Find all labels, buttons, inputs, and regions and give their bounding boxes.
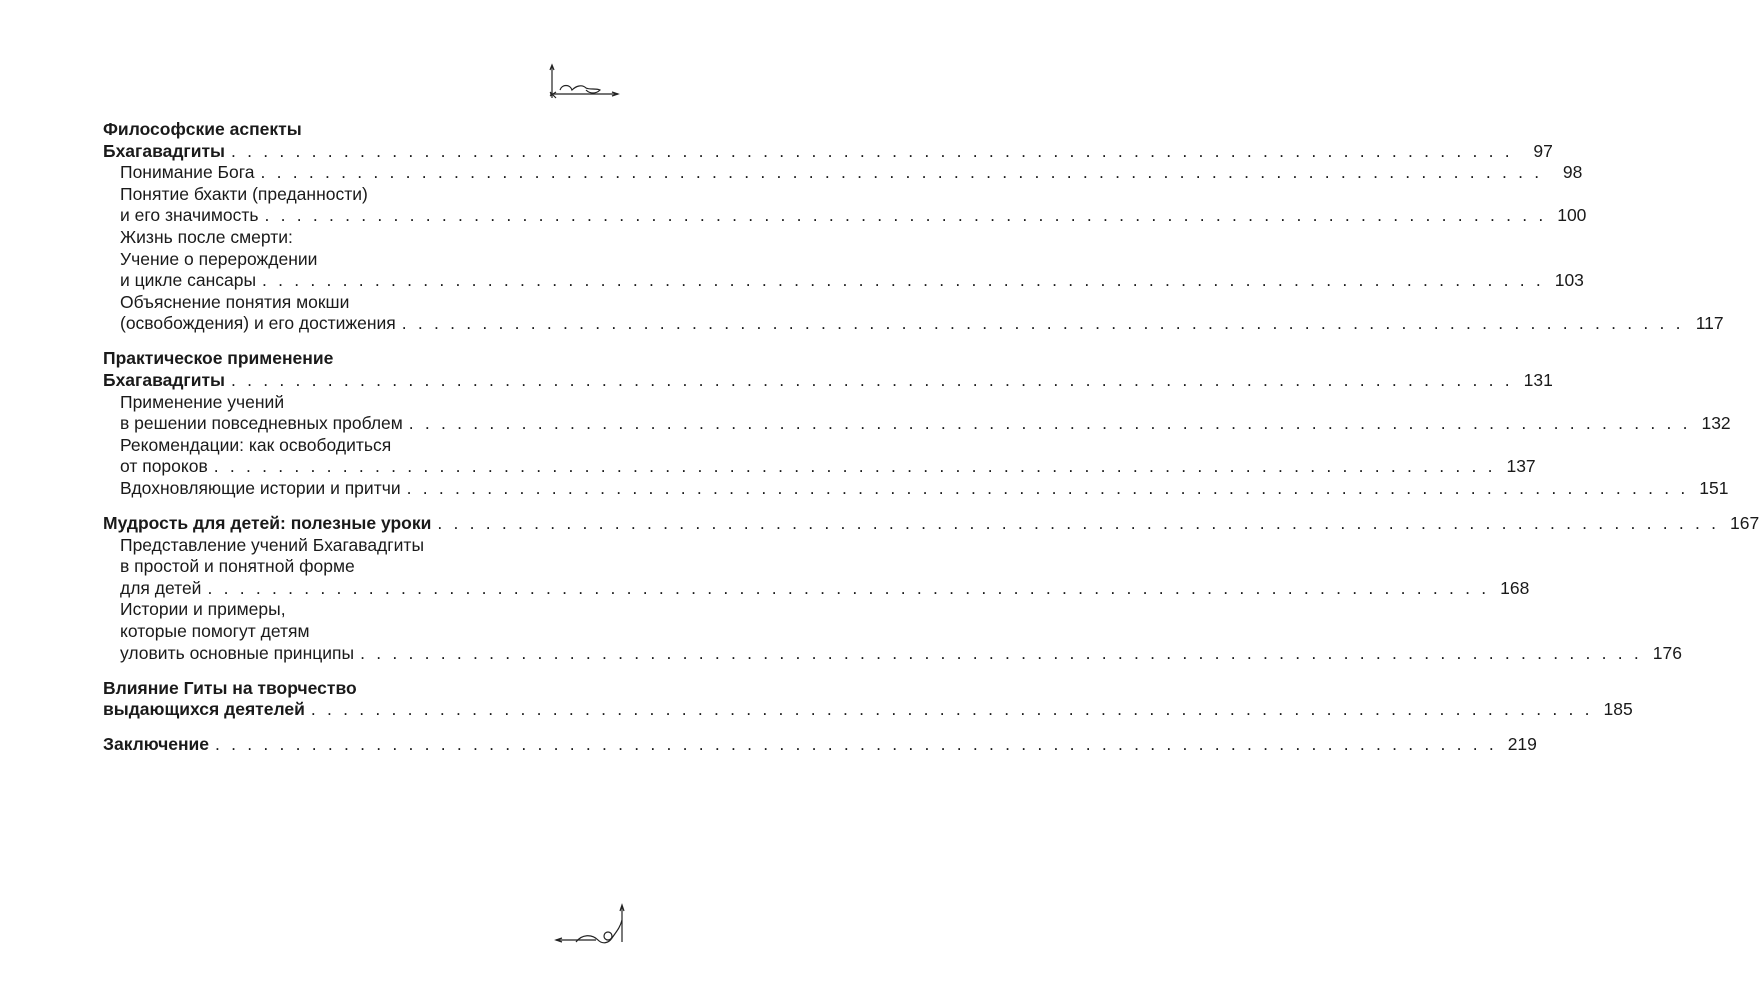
toc-subchapter[interactable] [103, 599, 1682, 664]
page-number: 176 [1652, 642, 1682, 663]
page-number: 98 [1562, 162, 1583, 183]
toc-entry-text: Вдохновляющие истории и притчи [120, 478, 401, 498]
page-number: 151 [1699, 478, 1729, 498]
toc-entry-text: в простой и понятной форме [120, 556, 355, 577]
leader-dots: . . . . . . . . . . . . . . . . . . . . . . . . . . . . . . . . . . . . . . . . . . . . . . . . . . . . . . . . . . . . . . . . . . . . . . . . . . . . . . . . [264, 205, 1547, 226]
toc-entry-text: Учение о перерождении [120, 248, 318, 269]
leader-dots: . . . . . . . . . . . . . . . . . . . . . . . . . . . . . . . . . . . . . . . . . . . . . . . . . . . . . . . . . . . . . . . . . . . . . . . . . . . . . . . . [406, 478, 1689, 498]
page-number: 185 [1603, 699, 1633, 720]
toc-section [103, 513, 1759, 664]
page-number: 131 [1523, 370, 1553, 391]
toc-entry-text: которые помогут детям [120, 621, 310, 642]
toc-entry-text: выдающихся деятелей [103, 699, 305, 720]
table-of-contents [103, 119, 1759, 770]
page-number: 132 [1701, 413, 1731, 434]
leader-dots: . . . . . . . . . . . . . . . . . . . . . . . . . . . . . . . . . . . . . . . . . . . . . . . . . . . . . . . . . . . . . . . . . . . . . . . . . . . . . . . . [437, 513, 1720, 534]
toc-section [103, 677, 1633, 721]
toc-entry-text: и его значимость [120, 205, 259, 226]
toc-entry-text: Истории и примеры, [120, 599, 286, 620]
toc-entry-text: Применение учений [120, 391, 285, 412]
page-number: 168 [1500, 577, 1530, 598]
toc-subchapter[interactable] [103, 391, 1731, 435]
page-number: 97 [1533, 140, 1553, 161]
toc-entry-text: Представление учений Бхагавадгиты [120, 534, 425, 555]
toc-entry-text: Мудрость для детей: полезные уроки [103, 513, 432, 534]
toc-subchapter[interactable] [103, 183, 1587, 227]
toc-entry-text: (освобождения) и его достижения [120, 313, 396, 334]
corner-ornament-bottom-icon [556, 902, 632, 952]
corner-ornament-top-icon [548, 62, 618, 102]
leader-dots: . . . . . . . . . . . . . . . . . . . . . . . . . . . . . . . . . . . . . . . . . . . . . . . . . . . . . . . . . . . . . . . . . . . . . . . . . . . . . . . . [215, 734, 1497, 755]
toc-entry-text: в решении повседневных проблем [120, 413, 403, 434]
toc-subchapter[interactable] [103, 291, 1724, 335]
leader-dots: . . . . . . . . . . . . . . . . . . . . . . . . . . . . . . . . . . . . . . . . . . . . . . . . . . . . . . . . . . . . . . . . . . . . . . . . . . . . . . . . [231, 370, 1513, 391]
page-number: 219 [1507, 734, 1537, 755]
toc-entry-text: Понятие бхакти (преданности) [120, 183, 368, 204]
toc-entry-text: Заключение [103, 734, 210, 755]
leader-dots: . . . . . . . . . . . . . . . . . . . . . . . . . . . . . . . . . . . . . . . . . . . . . . . . . . . . . . . . . . . . . . . . . . . . . . . . . . . . . . . . [260, 162, 1543, 183]
leader-dots: . . . . . . . . . . . . . . . . . . . . . . . . . . . . . . . . . . . . . . . . . . . . . . . . . . . . . . . . . . . . . . . . . . . . . . . . . . . . . . . . [231, 140, 1513, 161]
page-number: 167 [1730, 513, 1759, 534]
toc-entry-text: Бхагавадгиты [103, 140, 225, 161]
toc-entry-text: Практическое применение [103, 348, 334, 369]
toc-subchapter[interactable] [103, 226, 1584, 292]
leader-dots: . . . . . . . . . . . . . . . . . . . . . . . . . . . . . . . . . . . . . . . . . . . . . . . . . . . . . . . . . . . . . . . . . . . . . . . . . . . . . . . . [213, 456, 1496, 477]
toc-chapter[interactable] [103, 513, 1759, 535]
toc-entry-text: уловить основные принципы [120, 642, 355, 663]
leader-dots: . . . . . . . . . . . . . . . . . . . . . . . . . . . . . . . . . . . . . . . . . . . . . . . . . . . . . . . . . . . . . . . . . . . . . . . . . . . . . . . . [207, 577, 1490, 598]
leader-dots: . . . . . . . . . . . . . . . . . . . . . . . . . . . . . . . . . . . . . . . . . . . . . . . . . . . . . . . . . . . . . . . . . . . . . . . . . . . . . . . . [262, 270, 1544, 291]
page-number: 117 [1695, 313, 1724, 334]
page-number: 103 [1554, 270, 1584, 291]
toc-entry-text: Жизнь после смерти: [120, 226, 293, 247]
toc-chapter[interactable] [103, 734, 1537, 756]
toc-entry-text: Философские аспекты [103, 119, 302, 139]
toc-section [103, 348, 1731, 499]
toc-chapter[interactable] [103, 119, 1553, 162]
leader-dots: . . . . . . . . . . . . . . . . . . . . . . . . . . . . . . . . . . . . . . . . . . . . . . . . . . . . . . . . . . . . . . . . . . . . . . . . . . . . . . . . [360, 642, 1642, 663]
toc-chapter[interactable] [103, 348, 1553, 391]
toc-section [103, 119, 1724, 335]
leader-dots: . . . . . . . . . . . . . . . . . . . . . . . . . . . . . . . . . . . . . . . . . . . . . . . . . . . . . . . . . . . . . . . . . . . . . . . . . . . . . . . . [408, 413, 1691, 434]
page-number: 137 [1506, 456, 1536, 477]
leader-dots: . . . . . . . . . . . . . . . . . . . . . . . . . . . . . . . . . . . . . . . . . . . . . . . . . . . . . . . . . . . . . . . . . . . . . . . . . . . . . . . . [401, 313, 1684, 334]
leader-dots: . . . . . . . . . . . . . . . . . . . . . . . . . . . . . . . . . . . . . . . . . . . . . . . . . . . . . . . . . . . . . . . . . . . . . . . . . . . . . . . . [310, 699, 1593, 720]
toc-subchapter[interactable] [103, 478, 1729, 500]
toc-subchapter[interactable] [103, 162, 1583, 184]
toc-subchapter[interactable] [103, 434, 1536, 478]
toc-entry-text: Бхагавадгиты [103, 370, 225, 391]
toc-entry-text: и цикле сансары [120, 270, 257, 291]
toc-entry-text: Понимание Бога [120, 162, 255, 183]
toc-entry-text: Рекомендации: как освободиться [120, 434, 392, 455]
toc-subchapter[interactable] [103, 534, 1530, 600]
toc-section [103, 734, 1537, 756]
toc-chapter[interactable] [103, 677, 1633, 721]
toc-entry-text: от пороков [120, 456, 208, 477]
toc-entry-text: Объяснение понятия мокши [120, 291, 350, 312]
toc-entry-text: Влияние Гиты на творчество [103, 677, 357, 698]
toc-entry-text: для детей [120, 577, 202, 598]
page-number: 100 [1557, 205, 1587, 226]
